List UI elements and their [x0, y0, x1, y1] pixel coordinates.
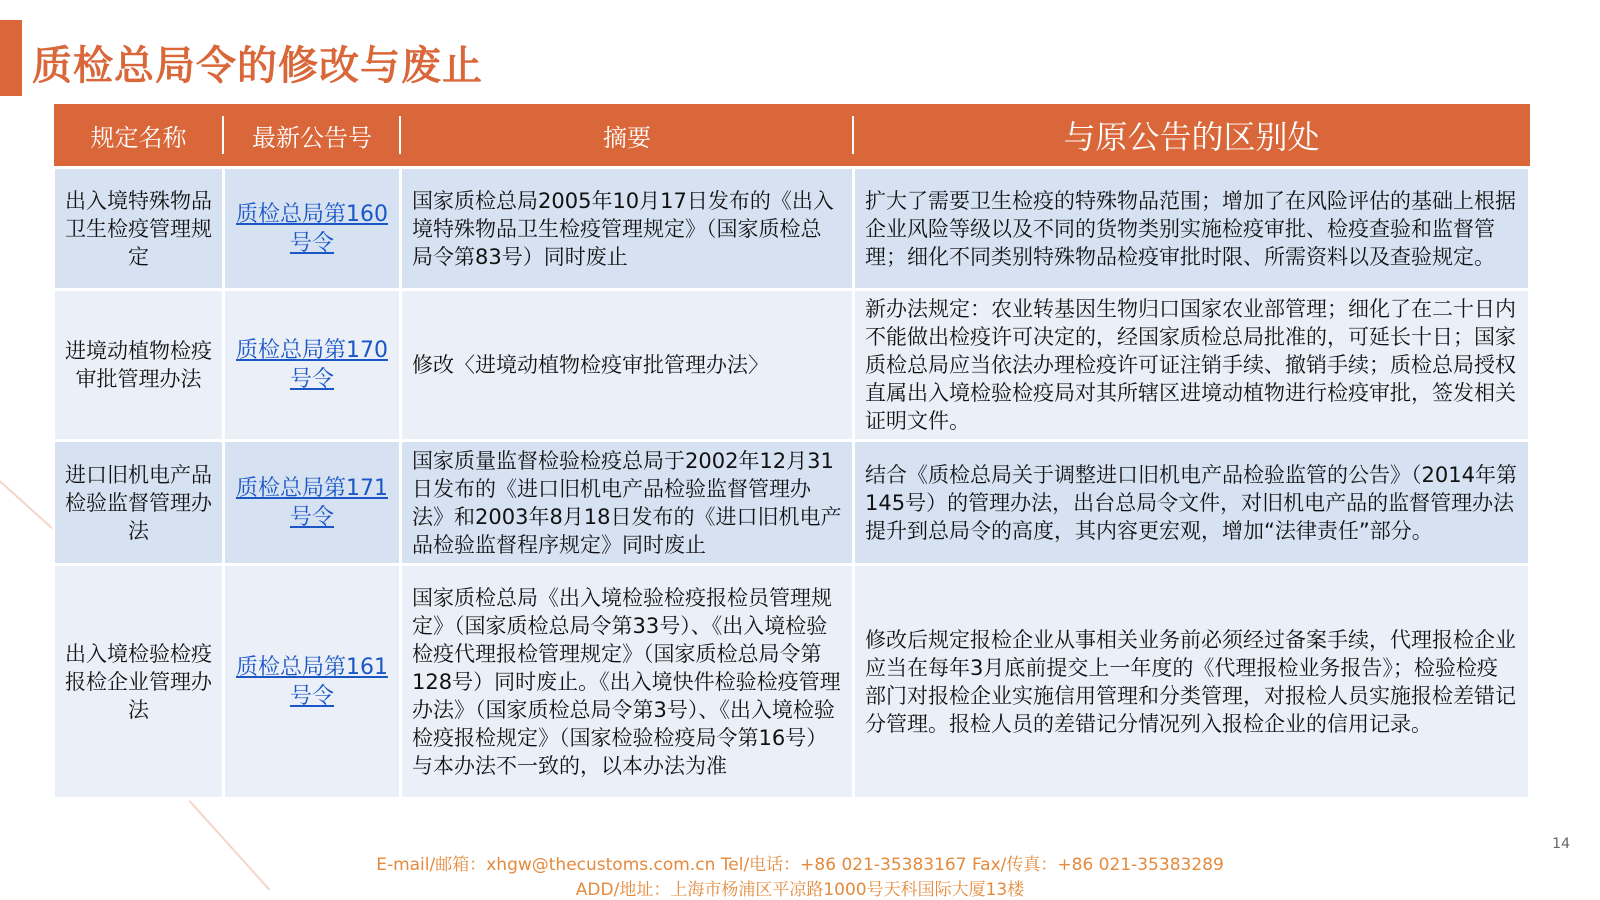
- header-number: 最新公告号: [224, 104, 401, 168]
- table-row: [54, 565, 1530, 799]
- header-summary: 摘要: [401, 104, 854, 168]
- title-accent-bar: [0, 20, 22, 96]
- summary-cell: 国家质检总局2005年10月17日发布的《出入境特殊物品卫生检疫管理规定》（国家质检总局令第83号）同时废止: [401, 168, 854, 290]
- footer-contact: E-mail/邮箱：xhgw@thecustoms.com.cn Tel/电话：+86 021-35383167 Fax/传真：+86 021-35383289: [376, 855, 1224, 875]
- summary-cell: 国家质量监督检验检疫总局于2002年12月31日发布的《进口旧机电产品检验监督管理办法》和2003年8月18日发布的《进口旧机电产品检验监督程序规定》同时废止: [401, 441, 854, 565]
- difference-cell: 扩大了需要卫生检疫的特殊物品范围；增加了在风险评估的基础上根据企业风险等级以及不同的货物类别实施检疫审批、检疫查验和监督管理；细化不同类别特殊物品检疫审批时限、所需资料以及查验规定。: [854, 168, 1530, 290]
- header-name: 规定名称: [54, 104, 224, 168]
- regulation-name: 出入境特殊物品卫生检疫管理规定: [54, 168, 224, 290]
- announcement-link[interactable]: 质检总局第160号令: [236, 201, 388, 256]
- announcement-number-cell: [224, 565, 401, 799]
- regulation-name: 出入境检验检疫报检企业管理办法: [54, 565, 224, 799]
- table-row: [54, 168, 1530, 290]
- difference-cell: 结合《质检总局关于调整进口旧机电产品检验监管的公告》（2014年第145号）的管理办法，出台总局令文件，对旧机电产品的监督管理办法提升到总局令的高度，其内容更宏观，增加“法律责任”部分。: [854, 441, 1530, 565]
- header-difference: 与原公告的区别处: [854, 104, 1530, 168]
- announcement-link[interactable]: 质检总局第170号令: [236, 338, 388, 392]
- regulation-table: [52, 104, 1531, 800]
- table-header-row: [54, 104, 1530, 168]
- difference-cell: 修改后规定报检企业从事相关业务前必须经过备案手续，代理报检企业应当在每年3月底前提交上一年度的《代理报检业务报告》；检验检疫部门对报检企业实施信用管理和分类管理，对报检人员实施报检差错记分管理。报检人员的差错记分情况列入报检企业的信用记录。: [854, 565, 1530, 799]
- announcement-link[interactable]: 质检总局第161号令: [236, 654, 388, 709]
- regulation-name: 进口旧机电产品检验监督管理办法: [54, 441, 224, 565]
- table-row: [54, 441, 1530, 565]
- summary-cell: 修改〈进境动植物检疫审批管理办法〉: [401, 290, 854, 441]
- announcement-link[interactable]: 质检总局第171号令: [236, 475, 388, 530]
- announcement-number-cell: [224, 168, 401, 290]
- summary-cell: 国家质检总局《出入境检验检疫报检员管理规定》（国家质检总局令第33号）、《出入境检验检疫代理报检管理规定》（国家质检总局令第128号）同时废止。《出入境快件检验检疫管理办法》（国家质检总局令第3号）、《出入境检验检疫报检规定》（国家检验检疫局令第16号）与本办法不一致的，以本办法为准: [401, 565, 854, 799]
- table-row: [54, 290, 1530, 441]
- announcement-number-cell: [224, 441, 401, 565]
- announcement-number-cell: [224, 290, 401, 441]
- page-title: 质检总局令的修改与废止: [32, 43, 483, 89]
- page-number: 14: [1552, 836, 1570, 852]
- difference-cell: 新办法规定：农业转基因生物归口国家农业部管理；细化了在二十日内不能做出检疫许可决定的，经国家质检总局批准的，可延长十日；国家质检总局应当依法办理检疫许可证注销手续、撤销手续；质检总局授权直属出入境检验检疫局对其所辖区进境动植物进行检疫审批，签发相关证明文件。: [854, 290, 1530, 441]
- footer-address: ADD/地址：上海市杨浦区平凉路1000号天科国际大厦13楼: [575, 880, 1025, 900]
- regulation-name: 进境动植物检疫审批管理办法: [54, 290, 224, 441]
